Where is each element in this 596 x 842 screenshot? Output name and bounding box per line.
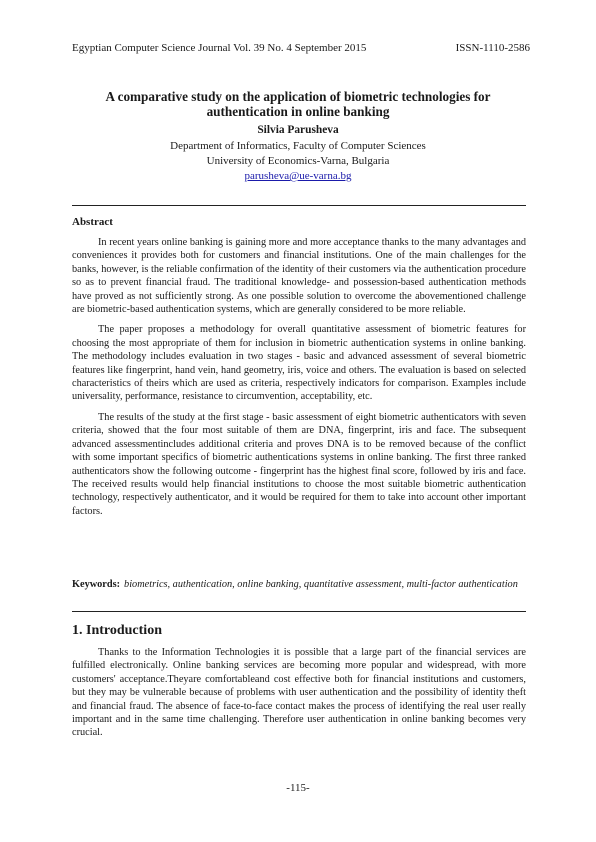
running-header bbox=[72, 42, 530, 54]
abstract-body bbox=[72, 236, 526, 525]
title-line-1: A comparative study on the application of biometric technologies for bbox=[105, 89, 491, 104]
keywords-list: biometrics, authentication, online banking, quantitative assessment, multi-factor authentication bbox=[124, 579, 518, 590]
author-email-wrapper bbox=[60, 170, 536, 182]
keywords-block bbox=[72, 578, 526, 591]
abstract-paragraph: In recent years online banking is gaining more and more acceptance thanks to the many advantages and conveniences it provides both for customers and financial institutions. One of the main challenges for the banks, however, is the reliable confirmation of the identity of their customers via the authentication procedure so as to prevent financial fraud. The traditional knowledge- and possession-based authentication methods have proved as not sufficiently strong. As one possible solution to overcome the abovementioned challenge are biometric-based authentication systems, which are generally considered to be more reliable. bbox=[72, 237, 526, 316]
affiliation-department: Department of Informatics, Faculty of Computer Sciences bbox=[170, 140, 426, 152]
keywords-label: Keywords: bbox=[72, 579, 121, 590]
title-line-2: authentication in online banking bbox=[206, 104, 390, 119]
paper-title bbox=[60, 89, 536, 119]
section-divider bbox=[72, 611, 526, 612]
issn: ISSN-1110-2586 bbox=[455, 42, 530, 54]
introduction-paragraph: Thanks to the Information Technologies it is possible that a large part of the financial services are fulfilled electronically. Online banking services are becoming more popular and widespread, with more customers' acceptance.Theyare comfortableand cost effective both for financial institutions and customers, but they may be vulnerable because of problems with user authentication and the possibility of identity theft and financial fraud. The absence of face-to-face contact makes the process of identifying the real user really important and in the same time challenging. Therefore user authentication in online banking becomes very crucial. bbox=[72, 647, 526, 739]
page-number: -115- bbox=[286, 782, 310, 794]
section-heading: 1. Introduction bbox=[72, 623, 162, 638]
affiliation-university: University of Economics-Varna, Bulgaria bbox=[206, 155, 390, 167]
author-email-link[interactable]: parusheva@ue-varna.bg bbox=[244, 170, 352, 182]
journal-citation: Egyptian Computer Science Journal Vol. 39 No. 4 September 2015 bbox=[72, 42, 367, 54]
top-divider bbox=[72, 205, 526, 206]
abstract-paragraph: The results of the study at the first stage - basic assessment of eight biometric authenticators with seven criteria, showed that the four most suitable of them are DNA, fingerprint, iris and face. The subsequent advanced assessmentincludes additional criteria and proves DNA is to be removed because of the conflict with some important specifics of biometric authentications systems in online banking. The first three ranked authenticators show the following outcome - fingerprint has the highest final score, followed by iris and face. The received results would help financial institutions to choose the most suitable biometric authentication technology, respectively authenticator, and it would be required for them to take into account other important factors. bbox=[72, 411, 526, 517]
introduction-body bbox=[72, 646, 526, 747]
abstract-paragraph: The paper proposes a methodology for overall quantitative assessment of biometric features for choosing the most appropriate of them for inclusion in biometric authentication systems in online banking. The methodology includes evaluation in two stages - basic and advanced assessment of several biometric features like fingerprint, hand vein, hand geometry, iris, voice and others. The evaluation is based on selected characteristics of theirs which are used as criteria, respectively indicators for comparison. Examples include universality, performance, resistance to circumvention, acceptability, etc. bbox=[72, 324, 526, 403]
author-name: Silvia Parusheva bbox=[257, 124, 339, 136]
abstract-heading: Abstract bbox=[72, 216, 113, 228]
